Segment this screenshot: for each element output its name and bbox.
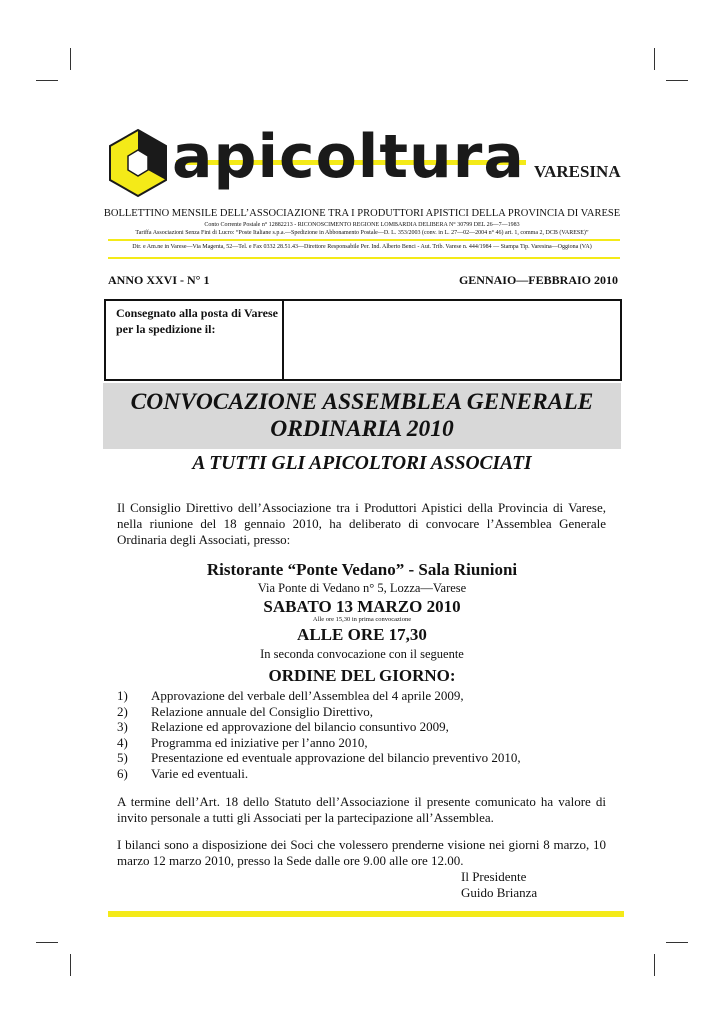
list-item: 2) Relazione annuale del Consiglio Direttivo, <box>117 703 374 719</box>
footer-stripe <box>108 911 624 917</box>
header-divider <box>108 257 620 259</box>
postal-stamp-area <box>284 301 620 379</box>
list-item: 6) Varie ed eventuali. <box>117 765 249 781</box>
venue-name: Ristorante “Ponte Vedano” - Sala Riunioni <box>206 560 518 579</box>
crop-mark <box>36 942 58 943</box>
issue-date: GENNAIO—FEBBRAIO 2010 <box>458 273 618 287</box>
meeting-date: SABATO 13 MARZO 2010 <box>263 597 461 616</box>
brand-subtitle: VARESINA <box>534 162 621 181</box>
crop-mark <box>654 48 655 70</box>
banner-line-1: CONVOCAZIONE ASSEMBLEA GENERALE <box>130 389 594 415</box>
signature-role: Il Presidente <box>461 869 527 884</box>
second-call-note: In seconda convocazione con il seguente <box>260 647 464 661</box>
bulletin-title: BOLLETTINO MENSILE DELL’ASSOCIAZIONE TRA I PRODUTTORI APISTICI DELLA PROVINCIA DI VARESE <box>103 208 621 219</box>
banner-subtitle: A TUTTI GLI APICOLTORI ASSOCIATI <box>192 453 532 474</box>
crop-mark <box>666 80 688 81</box>
list-item: 5) Presentazione ed eventuale approvazione del bilancio preventivo 2010, <box>117 750 521 765</box>
signature-name: Guido Brianza <box>461 885 538 900</box>
agenda-title: ORDINE DEL GIORNO: <box>268 666 456 685</box>
brand-wordmark: apicoltura <box>172 122 525 192</box>
crop-mark <box>666 942 688 943</box>
postal-delivery-box <box>104 299 622 381</box>
list-item: 4) Programma ed iniziative per l’anno 2010, <box>117 734 368 750</box>
venue-address: Via Ponte di Vedano n° 5, Lozza—Varese <box>257 581 467 595</box>
title-banner <box>103 383 621 449</box>
list-item: 3) Relazione ed approvazione del bilancio consuntivo 2009, <box>117 719 449 734</box>
intro-paragraph: Il Consiglio Direttivo dell’Associazione tra i Produttori Apistici della Provincia di Varese, nella riunione del 18 gennaio 2010, ha deliberato di convocare l’Assemblea Generale Ordinaria degli Associati, presso: <box>117 500 606 547</box>
postal-info: Conto Corrente Postale n° 12882213 - RICONOSCIMENTO REGIONE LOMBARDIA DELIBERA N° 30799 DEL 26—7—1983 <box>204 222 520 228</box>
crop-mark <box>70 48 71 70</box>
list-item: 1) Approvazione del verbale dell’Assemblea del 4 aprile 2009, <box>117 688 464 703</box>
postal-tariff: Tariffa Associazioni Senza Fini di Lucro: “Poste Italiane s.p.a.—Spedizione in Abbonamento Postale—D. L. 353/2003 (conv. in L. 27—02—2004 n° 46) art. 1, comma 2, DCB (VARESE)” <box>135 230 589 236</box>
honeycomb-logo-icon <box>108 128 168 198</box>
postal-delivery-label: Consegnato alla posta di Varese per la spedizione il: <box>106 301 284 379</box>
crop-mark <box>654 954 655 976</box>
closing-paragraph: A termine dell’Art. 18 dello Statuto dell’Associazione il presente comunicato ha valore di invito personale a tutti gli Associati per la partecipazione all’Assemblea. <box>117 794 606 825</box>
documents-paragraph: I bilanci sono a disposizione dei Soci che volessero prenderne visione nei giorni 8 marzo, 10 marzo 12 marzo 2010, presso la Sede dalle ore 9.00 alle ore 12.00. <box>117 837 606 868</box>
meeting-time: ALLE ORE 17,30 <box>297 625 427 644</box>
issue-number: ANNO XXVI - N° 1 <box>108 273 210 287</box>
direction-info: Dir. e Am.ne in Varese—Via Magenta, 52—Tel. e Fax 0332 28.51.43—Direttore Responsabile Per. Ind. Alberto Benci - Aut. Trib. Varese n. 444/1984 — Stampa Tip. Varesina—Oggiona (VA) <box>132 244 592 250</box>
first-call-note: Alle ore 15,30 in prima convocazione <box>312 616 412 623</box>
agenda-list <box>117 688 617 781</box>
crop-mark <box>70 954 71 976</box>
crop-mark <box>36 80 58 81</box>
banner-line-2: ORDINARIA 2010 <box>270 416 454 442</box>
header-divider <box>108 239 620 241</box>
